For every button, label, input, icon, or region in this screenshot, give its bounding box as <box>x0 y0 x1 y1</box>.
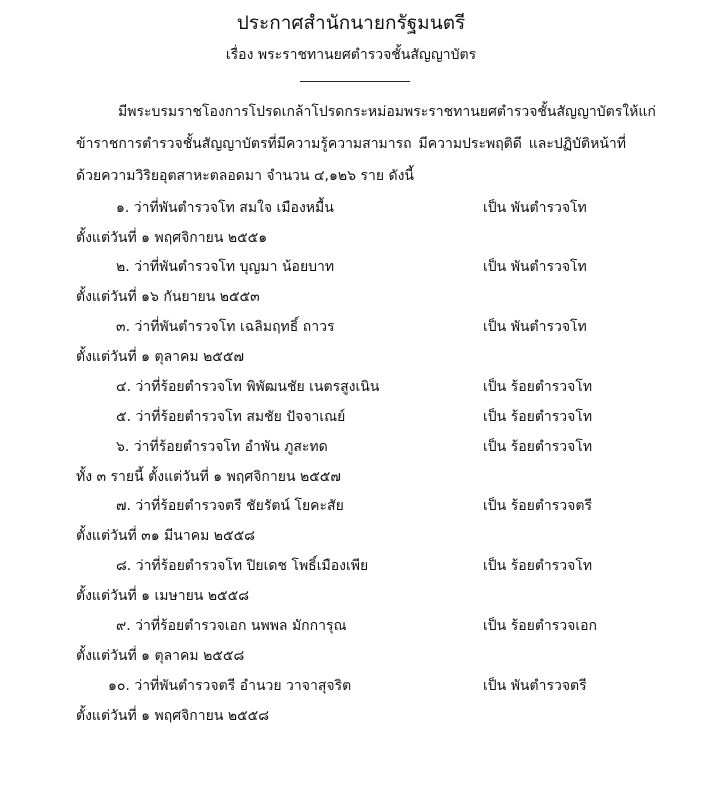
document-title: ประกาศสำนักนายกรัฐมนตรี <box>236 12 466 34</box>
entry-date: ตั้งแต่วันที่ ๑๖ กันยายน ๒๕๕๓ <box>76 289 260 305</box>
entry-rank: เป็น ร้อยตำรวจโท <box>483 439 593 455</box>
entry-date: ตั้งแต่วันที่ ๑ พฤศจิกายน ๒๕๕๑ <box>76 230 268 246</box>
entry-rank: เป็น ร้อยตำรวจโท <box>483 379 593 395</box>
intro-line-2: ข้าราชการตำรวจชั้นสัญญาบัตรที่มีความรู้ความสามารถ มีความประพฤติดี และปฏิบัติหน้าที่ <box>76 136 626 152</box>
entry-name: ๖. ว่าที่ร้อยตำรวจโท อำพัน ภูสะทด <box>116 439 328 455</box>
entry-rank: เป็น พันตำรวจโท <box>483 259 587 275</box>
entry-date: ตั้งแต่วันที่ ๑ ตุลาคม ๒๕๕๘ <box>76 648 245 664</box>
entry-name: ๔. ว่าที่ร้อยตำรวจโท พิพัฒนชัย เนตรสูงเนิน <box>116 379 380 395</box>
entry-date-group: ทั้ง ๓ รายนี้ ตั้งแต่วันที่ ๑ พฤศจิกายน ๒๕๕๗ <box>76 469 341 485</box>
entry-rank: เป็น ร้อยตำรวจตรี <box>483 498 592 514</box>
entry-rank: เป็น ร้อยตำรวจเอก <box>483 618 598 634</box>
title-divider <box>300 81 410 82</box>
entry-name: ๓. ว่าที่พันตำรวจโท เฉลิมฤทธิ์ ถาวร <box>116 319 335 335</box>
entry-rank: เป็น พันตำรวจโท <box>483 319 587 335</box>
entry-date: ตั้งแต่วันที่ ๓๑ มีนาคม ๒๕๕๘ <box>76 528 255 544</box>
entry-name: ๑. ว่าที่พันตำรวจโท สมใจ เมืองหมื้น <box>116 200 334 216</box>
entry-name: ๕. ว่าที่ร้อยตำรวจโท สมชัย ปัจจาเณย์ <box>116 409 346 425</box>
entry-rank: เป็น พันตำรวจโท <box>483 200 587 216</box>
entry-rank: เป็น ร้อยตำรวจโท <box>483 558 593 574</box>
entry-date: ตั้งแต่วันที่ ๑ เมษายน ๒๕๕๘ <box>76 588 250 604</box>
entry-name: ๑๐. ว่าที่พันตำรวจตรี อำนวย วาจาสุจริต <box>108 678 352 694</box>
entry-name: ๗. ว่าที่ร้อยตำรวจตรี ชัยรัตน์ โยคะสัย <box>116 498 344 514</box>
entry-name: ๘. ว่าที่ร้อยตำรวจโท ปิยเดช โพธิ์เมืองเพีย <box>116 558 369 574</box>
entry-name: ๒. ว่าที่พันตำรวจโท บุญมา น้อยบาท <box>116 259 335 275</box>
document-subject: เรื่อง พระราชทานยศตำรวจชั้นสัญญาบัตร <box>225 47 477 63</box>
intro-line-3: ด้วยความวิริยอุตสาหะตลอดมา จำนวน ๔,๑๒๖ ราย ดังนี้ <box>76 168 414 184</box>
entry-rank: เป็น พันตำรวจตรี <box>483 678 587 694</box>
entry-name: ๙. ว่าที่ร้อยตำรวจเอก นพพล มักการุณ <box>116 618 347 634</box>
entry-date: ตั้งแต่วันที่ ๑ ตุลาคม ๒๕๕๗ <box>76 349 245 365</box>
intro-line-1: มีพระบรมราชโองการโปรดเกล้าโปรดกระหม่อมพระราชทานยศตำรวจชั้นสัญญาบัตรให้แก่ <box>118 104 656 120</box>
entry-rank: เป็น ร้อยตำรวจโท <box>483 409 593 425</box>
entry-date: ตั้งแต่วันที่ ๑ พฤศจิกายน ๒๕๕๘ <box>76 708 270 724</box>
